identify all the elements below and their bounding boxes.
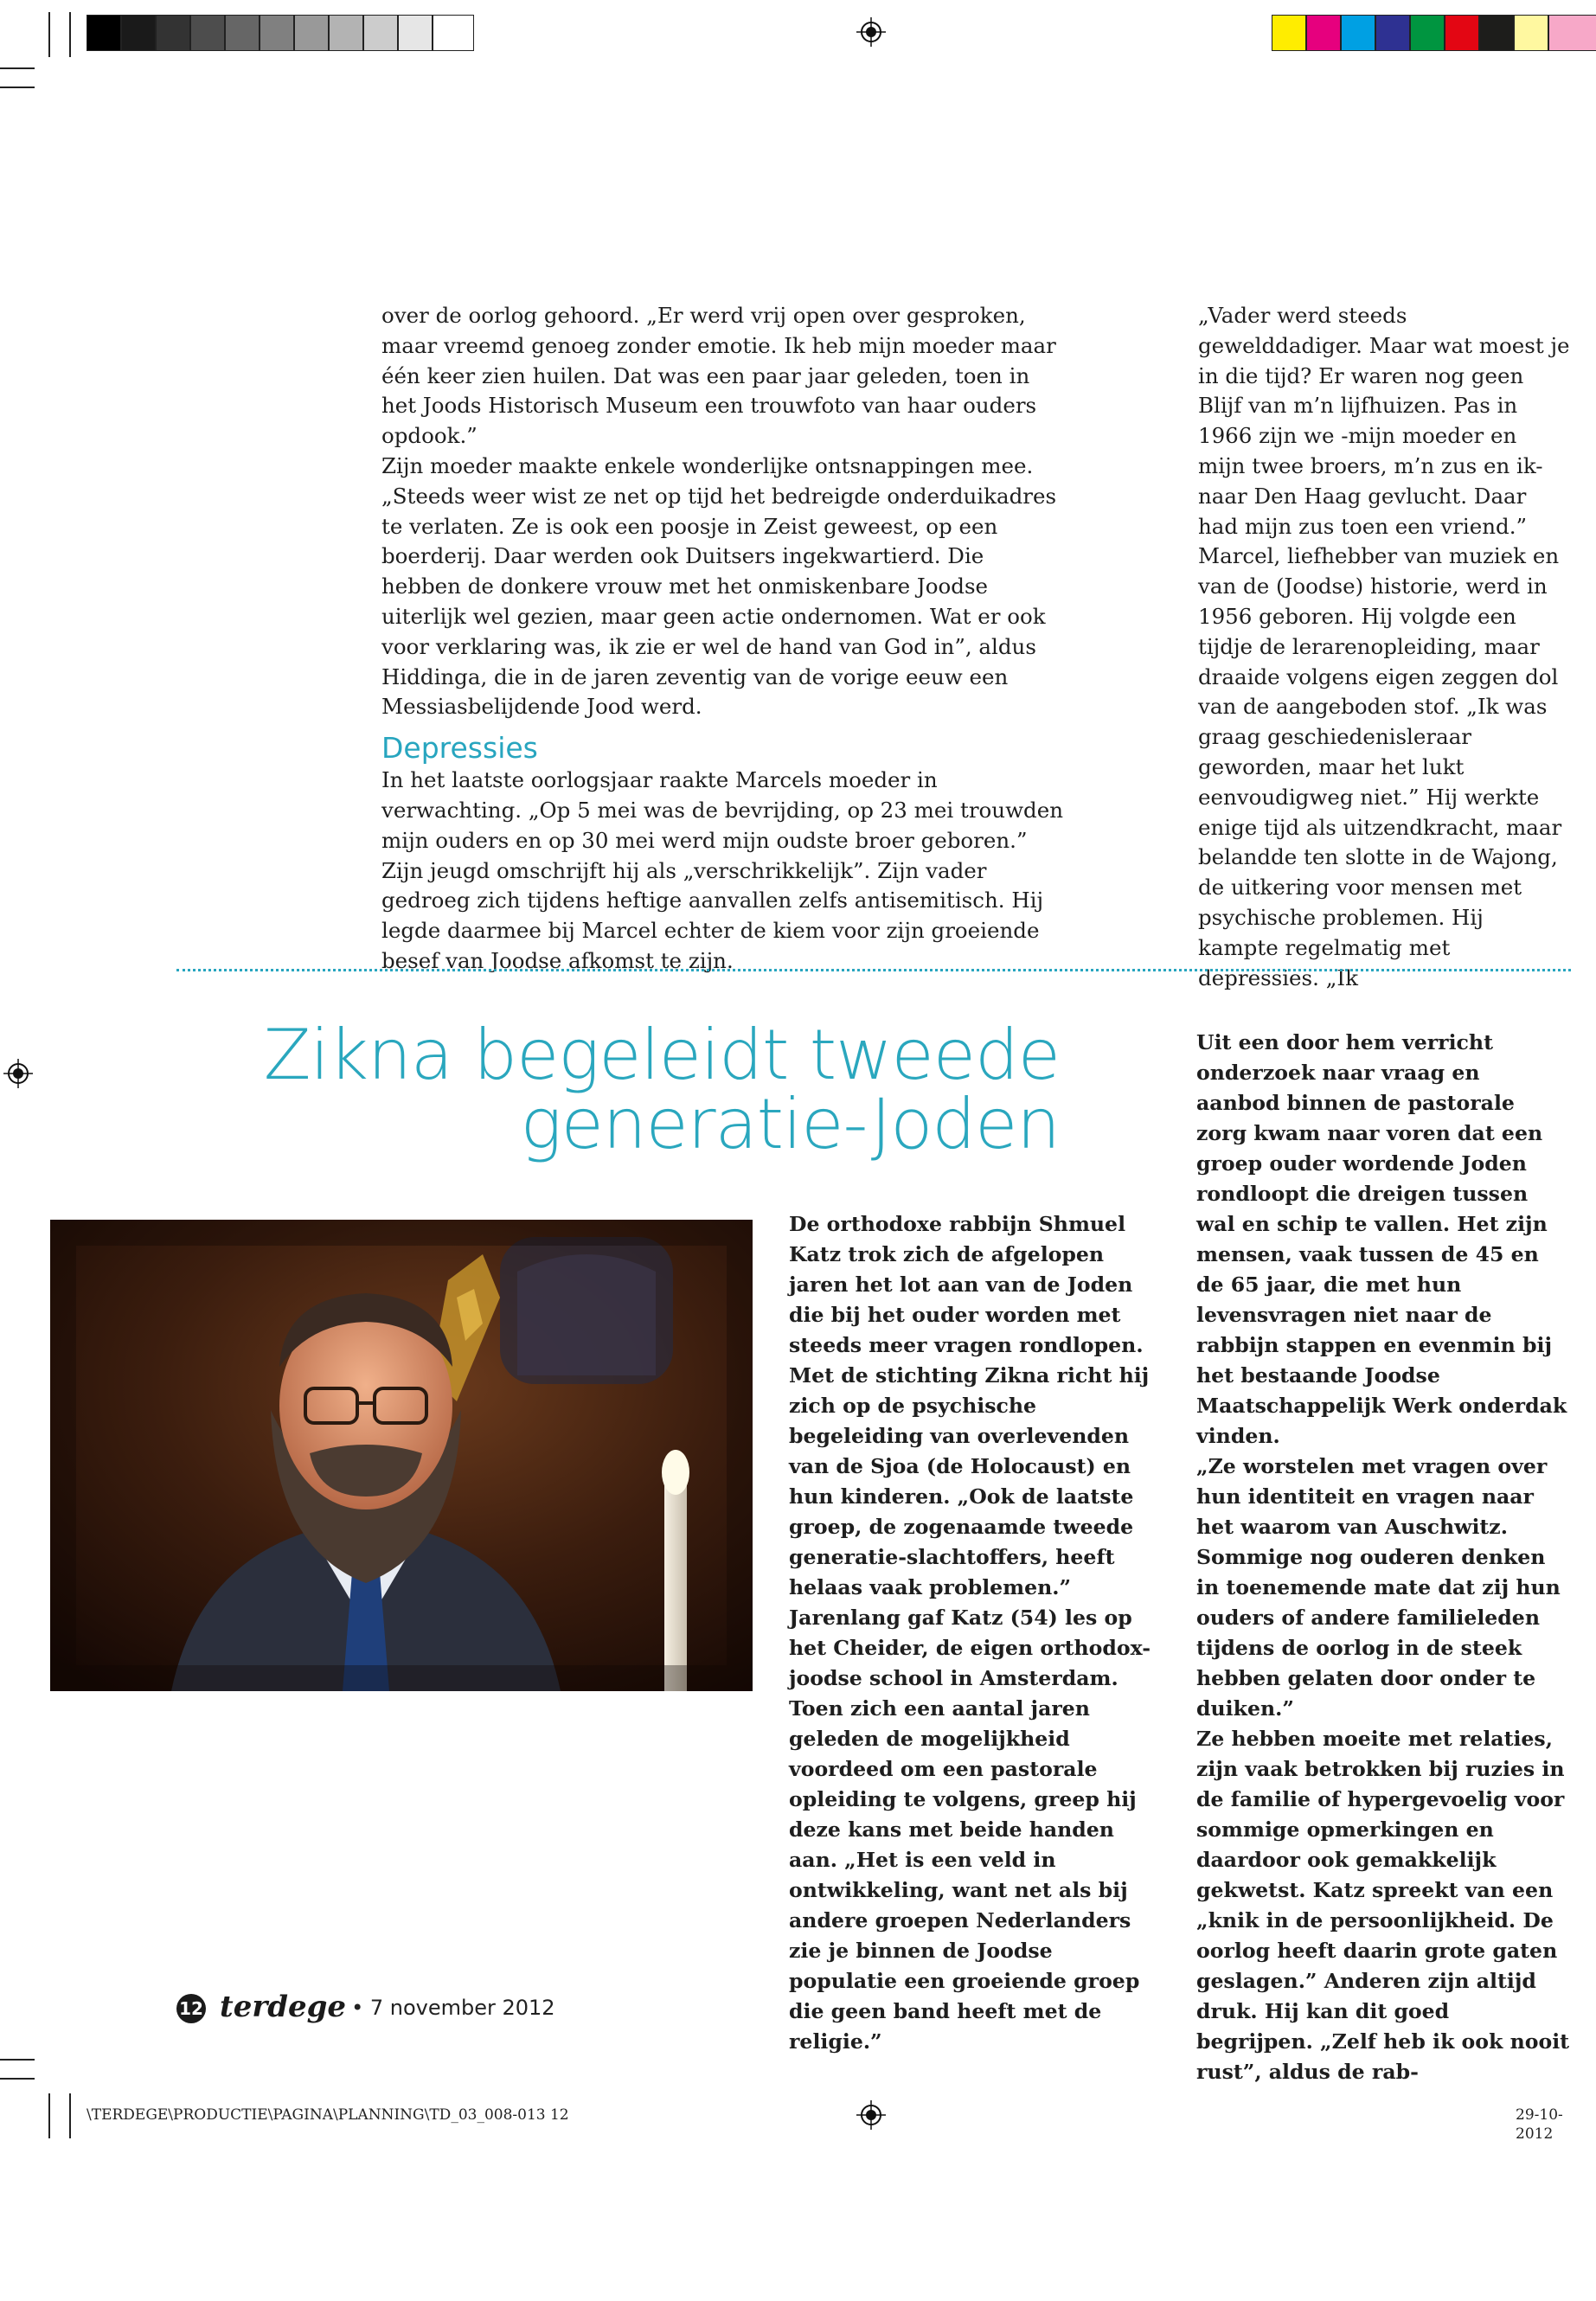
registration-mark-icon xyxy=(856,17,886,47)
section-divider xyxy=(176,969,1571,971)
body-paragraph: Zijn moeder maakte enkele wonderlijke ontsnappingen mee. „Steeds weer wist ze net op tijd het bedreigde onderduikadres te verlaten. Ze is ook een poosje in Zeist geweest, op een boerderij. Daar werden ook Duitsers ingekwartierd. Die hebben de donkere vrouw met het onmiskenbare Joodse uiterlijk wel gezien, maar geen actie ondernomen. Wat er ook voor verklaring was, ik zie er wel de hand van God in”, aldus Hiddinga, die in de jaren zeventig van de vorige eeuw een Messiasbelijdende Jood werd. xyxy=(381,452,1057,720)
color-swatch xyxy=(1410,15,1445,51)
production-slug-path: \TERDEGE\PRODUCTIE\PAGINA\PLANNING\TD_03_008-013 12 xyxy=(87,2106,569,2124)
headline-line: Zikna begeleidt tweede xyxy=(263,1015,1060,1095)
crop-mark xyxy=(0,67,35,69)
footer-date-text: 7 november 2012 xyxy=(369,1996,555,2020)
crop-mark xyxy=(0,2059,35,2061)
top-article-left-column xyxy=(381,301,1065,977)
rabbi-portrait-image xyxy=(50,1220,753,1691)
gray-swatch xyxy=(433,15,474,51)
color-swatch xyxy=(1548,15,1596,51)
sidebar-paragraph: De orthodoxe rabbijn Shmuel Katz trok zich de afgelopen jaren het lot aan van de Joden die bij het ouder worden met steeds meer vragen rondlopen. Met de stichting Zikna richt hij zich op de psychische begeleiding van overlevenden van de Sjoa (de Holocaust) en hun kinderen. „Ook de laatste groep, de zogenaamde tweede generatie-slachtoffers, heeft helaas vaak problemen.” Jarenlang gaf Katz (54) les op het Cheider, de eigen orthodox-joodse school in Amsterdam. Toen zich een aantal jaren geleden de mogelijkheid voordeed om een pastorale opleiding te volgens, greep hij deze kans met beide handen aan. „Het is een veld in ontwikkeling, want net als bij andere groepen Nederlanders zie je binnen de Joodse populatie een groeiende groep die geen band heeft met de religie.” xyxy=(789,1212,1151,2054)
magazine-logo: terdege xyxy=(220,1990,347,2024)
crop-mark xyxy=(69,2093,71,2138)
top-article-right-column xyxy=(1198,301,1570,993)
gray-swatch xyxy=(87,15,121,51)
headline-line: generatie-Joden xyxy=(520,1084,1060,1164)
color-swatch xyxy=(1445,15,1479,51)
body-paragraph: over de oorlog gehoord. „Er werd vrij open over gesproken, maar vreemd genoeg zonder emotie. Ik heb mijn moeder maar één keer zien huilen. Dat was een paar jaar geleden, toen in het Joods Historisch Museum een trouwfoto van haar ouders opdook.” xyxy=(381,303,1056,449)
gray-swatch xyxy=(398,15,433,51)
sidebar-middle-column xyxy=(789,1209,1161,2057)
color-swatch xyxy=(1479,15,1514,51)
sidebar-right-column xyxy=(1196,1028,1570,2087)
gray-swatch xyxy=(121,15,156,51)
issue-date xyxy=(351,1995,555,2021)
crop-mark xyxy=(0,87,35,88)
gray-swatch xyxy=(260,15,294,51)
sidebar-paragraph: Uit een door hem verricht onderzoek naar vraag en aanbod binnen de pastorale zorg kwam naar voren dat een groep ouder wordende Joden rondloopt die dreigen tussen wal en schip te vallen. Het zijn mensen, vaak tussen de 45 en de 65 jaar, die met hun levensvragen niet naar de rabbijn stappen en evenmin bij het bestaande Joodse Maatschappelijk Werk onderdak vinden. xyxy=(1196,1030,1567,1448)
footer-bullet: • xyxy=(351,1996,364,2020)
crop-mark xyxy=(48,12,50,57)
production-slug-date: 29-10-2012 xyxy=(1516,2106,1563,2143)
page-number-badge: 12 xyxy=(176,1994,206,2023)
gray-swatch xyxy=(225,15,260,51)
gray-swatch xyxy=(156,15,190,51)
gray-swatch xyxy=(190,15,225,51)
sidebar-paragraph: Ze hebben moeite met relaties, zijn vaak betrokken bij ruzies in de familie of hypergevoelig voor sommige opmerkingen en daardoor ook gemakkelijk gekwetst. Katz spreekt van een „knik in de persoonlijkheid. De oorlog heeft daarin grote gaten geslagen.” Anderen zijn altijd druk. Hij kan dit goed begrijpen. „Zelf heb ik ook nooit rust”, aldus de rab- xyxy=(1196,1727,1570,2084)
sidebar-headline xyxy=(156,1015,1060,1164)
color-swatch xyxy=(1341,15,1375,51)
registration-mark-icon xyxy=(856,2100,886,2130)
gray-swatch xyxy=(363,15,398,51)
registration-mark-icon xyxy=(3,1059,33,1088)
body-paragraph: Marcel, liefhebber van muziek en van de (Joodse) historie, werd in 1956 geboren. Hij volgde een tijdje de lerarenopleiding, maar draaide volgens eigen zeggen dol van de aangeboden stof. „Ik was graag geschiedenisleraar geworden, maar het lukt eenvoudigweg niet.” Hij werkte enige tijd als uitzendkracht, maar belandde ten slotte in de Wajong, de uitkering voor mensen met psychische problemen. Hij kampte regelmatig met depressies. „Ik xyxy=(1198,543,1562,990)
gray-swatch xyxy=(329,15,363,51)
color-swatch xyxy=(1272,15,1306,51)
crop-mark xyxy=(0,2078,35,2080)
color-swatch xyxy=(1306,15,1341,51)
gray-swatch xyxy=(294,15,329,51)
body-paragraph: In het laatste oorlogsjaar raakte Marcels moeder in verwachting. „Op 5 mei was de bevrijding, op 23 mei trouwden mijn ouders en op 30 mei werd mijn oudste broer geboren.” Zijn jeugd omschrijft hij als „verschrikkelijk”. Zijn vader gedroeg zich tijdens heftige aanvallen zelfs antisemitisch. Hij legde daarmee bij Marcel echter de kiem voor zijn groeiende besef van Joodse afkomst te zijn. xyxy=(381,767,1064,973)
body-paragraph: „Vader werd steeds gewelddadiger. Maar wat moest je in die tijd? Er waren nog geen Blijf van m’n lijfhuizen. Pas in 1966 zijn we -mijn moeder en mijn twee broers, m’n zus en ik- naar Den Haag gevlucht. Daar had mijn zus toen een vriend.” xyxy=(1198,303,1570,539)
sidebar-paragraph: „Ze worstelen met vragen over hun identiteit en vragen naar het waarom van Auschwitz. Sommige nog ouderen denken in toenemende mate dat zij hun ouders of andere familieleden tijdens de oorlog in de steek hebben gelaten door onder te duiken.” xyxy=(1196,1454,1561,1721)
crop-mark xyxy=(48,2093,50,2138)
rabbi-photo xyxy=(50,1220,753,1691)
color-swatch xyxy=(1375,15,1410,51)
crop-mark xyxy=(69,12,71,57)
subhead: Depressies xyxy=(381,731,538,766)
color-swatch xyxy=(1514,15,1548,51)
